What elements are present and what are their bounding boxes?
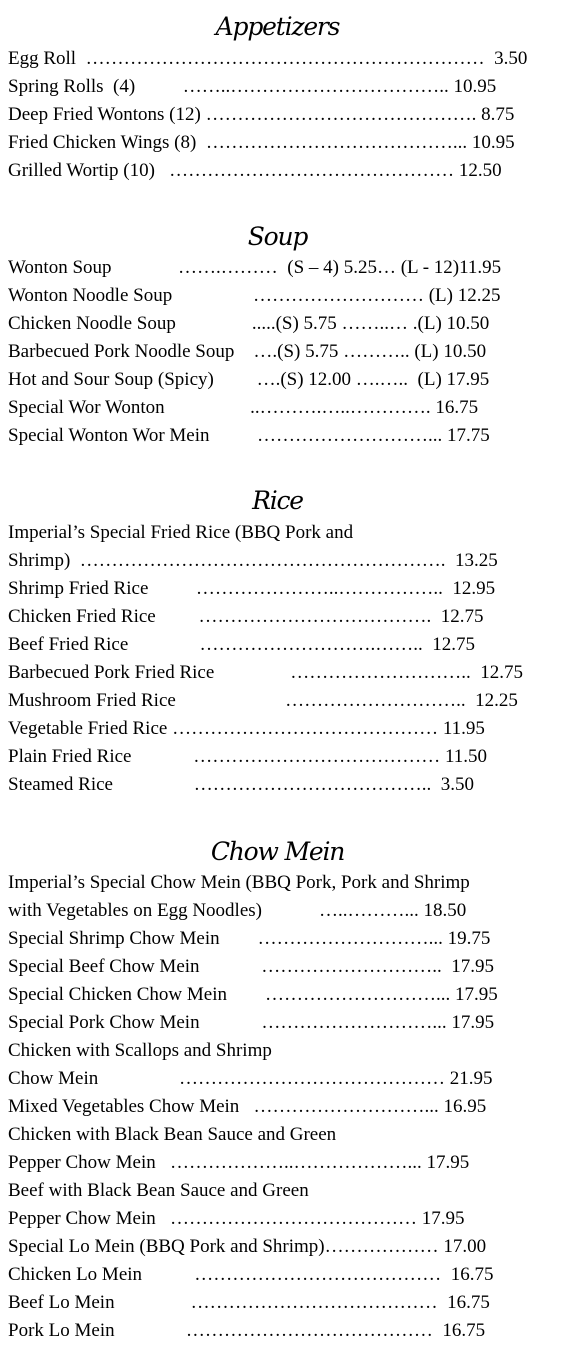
menu-line: Pepper Chow Mein ………………………………… 17.95 xyxy=(8,1208,465,1229)
menu-line: Special Pork Chow Mein ………………………... 17.95 xyxy=(8,1012,495,1033)
menu-line: Mushroom Fried Rice ……………………….. 12.25 xyxy=(8,690,518,711)
menu-line: Mixed Vegetables Chow Mein ………………………... 16.95 xyxy=(8,1096,487,1117)
menu-line: Beef Fried Rice ……………………….…….. 12.75 xyxy=(8,634,476,655)
menu-line: Special Shrimp Chow Mein ………………………... 19.75 xyxy=(8,928,491,949)
menu-line: Special Wonton Wor Mein ………………………... 17.75 xyxy=(8,425,490,446)
menu-line: Egg Roll ……………………………………………………… 3.50 xyxy=(8,48,528,69)
menu-line: Deep Fried Wontons (12) ……………………………………. 8.75 xyxy=(8,104,515,125)
menu-line: Special Chicken Chow Mein ………………………... 17.95 xyxy=(8,984,498,1005)
chow-mein-heading: Chow Mein xyxy=(210,837,345,866)
menu-line: Steamed Rice ……………………………….. 3.50 xyxy=(8,774,474,795)
menu-line: Pepper Chow Mein ………………..………………... 17.95 xyxy=(8,1152,470,1173)
menu-line: Imperial’s Special Fried Rice (BBQ Pork and xyxy=(8,522,354,543)
menu-line: Spring Rolls (4) ……..…………………………….. 10.95 xyxy=(8,76,497,97)
menu-line: Plain Fried Rice ………………………………… 11.50 xyxy=(8,746,488,767)
menu-line: Shrimp) …………………………………………………. 13.25 xyxy=(8,550,498,571)
menu-line: Special Lo Mein (BBQ Pork and Shrimp)……………… 17.00 xyxy=(8,1236,487,1257)
menu-line: Special Beef Chow Mein ……………………….. 17.95 xyxy=(8,956,495,977)
rice-heading: Rice xyxy=(252,486,303,515)
menu-line: Barbecued Pork Noodle Soup ….(S) 5.75 ……….. (L) 10.50 xyxy=(8,341,487,362)
soup-heading: Soup xyxy=(247,222,308,251)
menu-line: Chicken Lo Mein ………………………………… 16.75 xyxy=(8,1264,494,1285)
menu-line: Fried Chicken Wings (8) …………………………………... 10.95 xyxy=(8,132,515,153)
menu-line: Hot and Sour Soup (Spicy) ….(S) 12.00 ….….. (L) 17.95 xyxy=(8,369,490,390)
menu-line: Barbecued Pork Fried Rice ……………………….. 12.75 xyxy=(8,662,524,683)
menu-line: Chicken with Scallops and Shrimp xyxy=(8,1040,272,1061)
menu-line: Chicken with Black Bean Sauce and Green xyxy=(8,1124,337,1145)
menu-line: Beef with Black Bean Sauce and Green xyxy=(8,1180,309,1201)
menu-line: Pork Lo Mein ………………………………… 16.75 xyxy=(8,1320,486,1341)
menu-line: Chicken Noodle Soup .....(S) 5.75 ……..… .(L) 10.50 xyxy=(8,313,490,334)
menu-line: Special Wor Wonton ..……….…..…………. 16.75 xyxy=(8,397,479,418)
menu-line: with Vegetables on Egg Noodles) …..………... 18.50 xyxy=(8,900,467,921)
menu-line: Wonton Soup …….……… (S – 4) 5.25… (L - 12)11.95 xyxy=(8,257,502,278)
menu-line: Imperial’s Special Chow Mein (BBQ Pork, Pork and Shrimp xyxy=(8,872,470,893)
menu-line: Shrimp Fried Rice …………………..…………….. 12.95 xyxy=(8,578,496,599)
menu-line: Chicken Fried Rice ………………………………. 12.75 xyxy=(8,606,484,627)
menu-line: Vegetable Fried Rice …………………………………… 11.95 xyxy=(8,718,485,739)
menu-line: Chow Mein …………………………………… 21.95 xyxy=(8,1068,493,1089)
menu-line: Wonton Noodle Soup ……………………… (L) 12.25 xyxy=(8,285,501,306)
menu-line: Beef Lo Mein ………………………………… 16.75 xyxy=(8,1292,490,1313)
menu-line: Grilled Wortip (10) ……………………………………… 12.50 xyxy=(8,160,502,181)
appetizers-heading: Appetizers xyxy=(215,12,340,41)
